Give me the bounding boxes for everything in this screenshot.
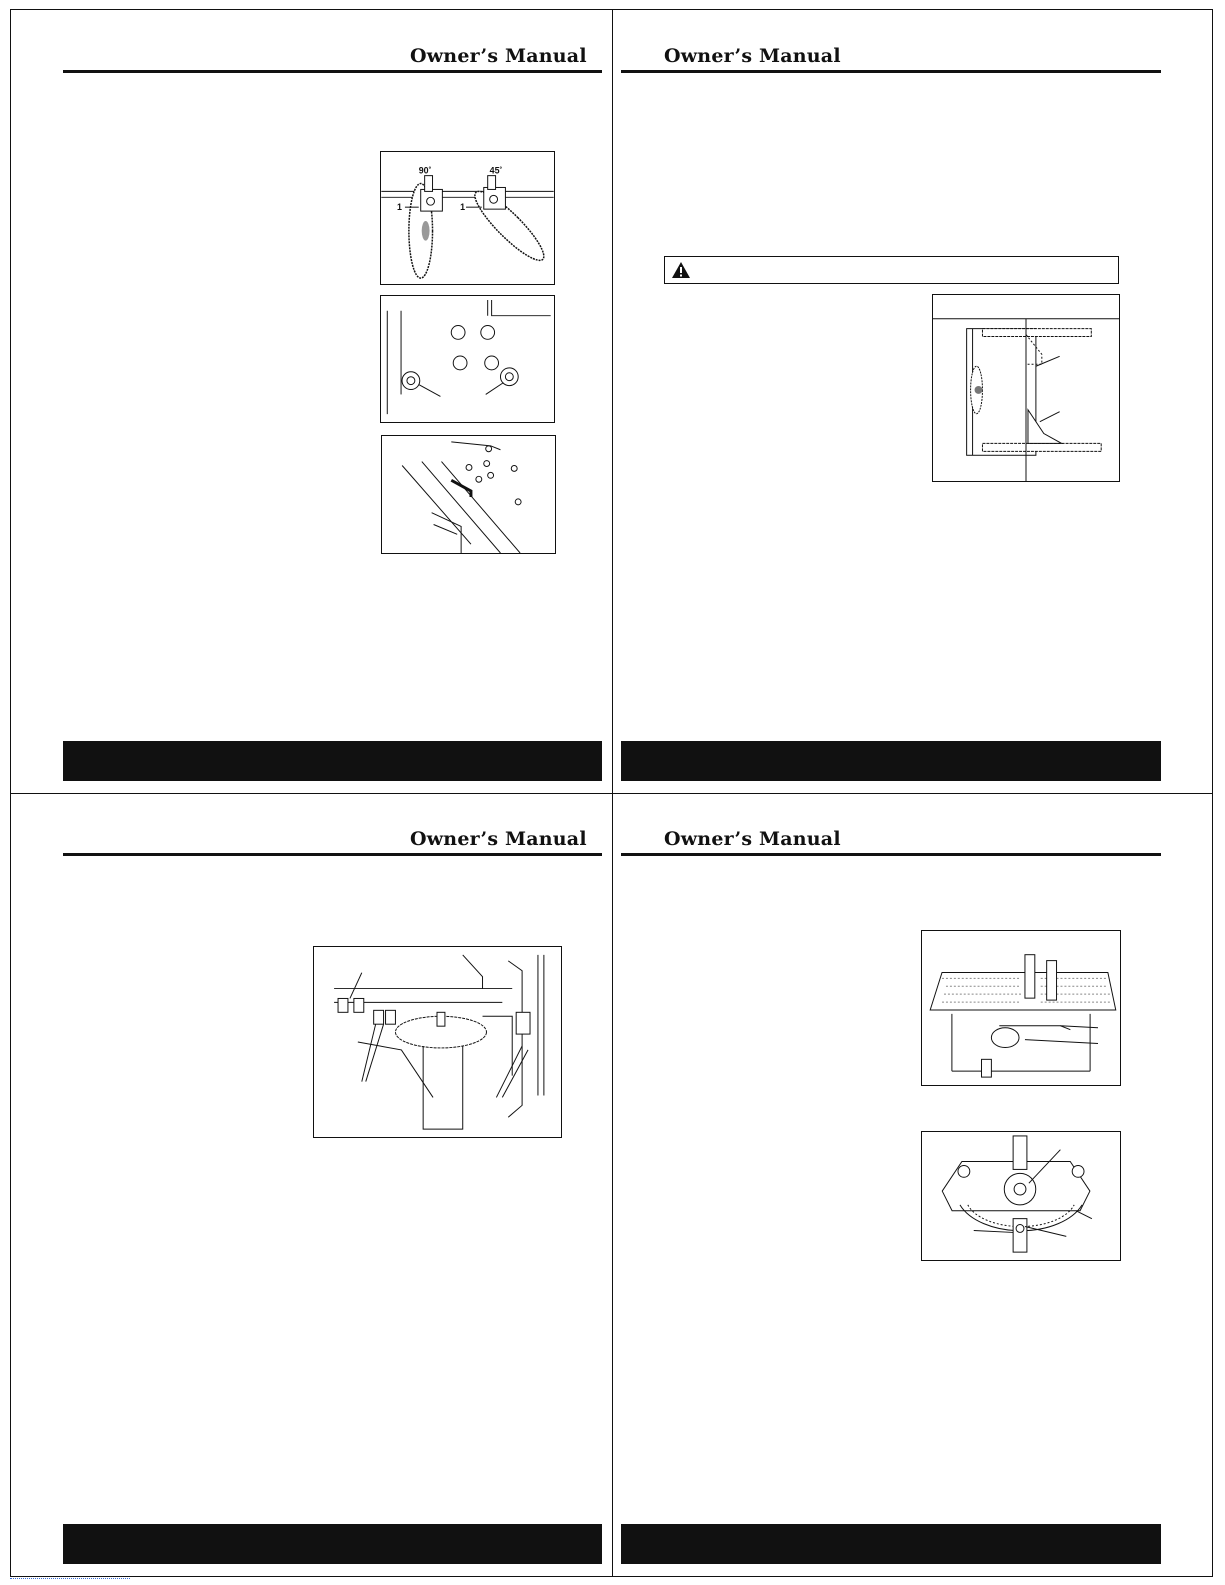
- warning-triangle-icon: [671, 261, 691, 279]
- callout-1-left: 1: [397, 202, 403, 213]
- page-footer-bar: [63, 1524, 602, 1564]
- figure-blade-tilt: [380, 151, 555, 285]
- figure-table-saw-overview: [921, 930, 1121, 1086]
- figure-hex-key-adjust: [381, 435, 556, 554]
- page-footer-bar: [621, 1524, 1161, 1564]
- header-rule: [63, 853, 602, 856]
- label-45-degrees: 45˚: [489, 165, 503, 176]
- header-rule: [621, 853, 1161, 856]
- page-footer-bar: [621, 741, 1161, 781]
- header-rule: [63, 70, 602, 73]
- page-header-title: Owner’s Manual: [664, 45, 841, 67]
- figure-table-bolts: [380, 295, 555, 423]
- label-90-degrees: 90˚: [418, 165, 432, 176]
- page-header-title: Owner’s Manual: [410, 828, 587, 850]
- header-rule: [621, 70, 1161, 73]
- figure-miter-gauge: [921, 1131, 1121, 1261]
- selection-mark: [10, 1578, 130, 1581]
- page-footer-bar: [63, 741, 602, 781]
- figure-square-blade-check: [932, 294, 1120, 482]
- figure-trunnion-adjust: [313, 946, 562, 1138]
- horizontal-fold-line: [10, 793, 1213, 794]
- callout-1-right: 1: [460, 202, 466, 213]
- warning-callout-box: [664, 256, 1119, 284]
- page-header-title: Owner’s Manual: [410, 45, 587, 67]
- page-header-title: Owner’s Manual: [664, 828, 841, 850]
